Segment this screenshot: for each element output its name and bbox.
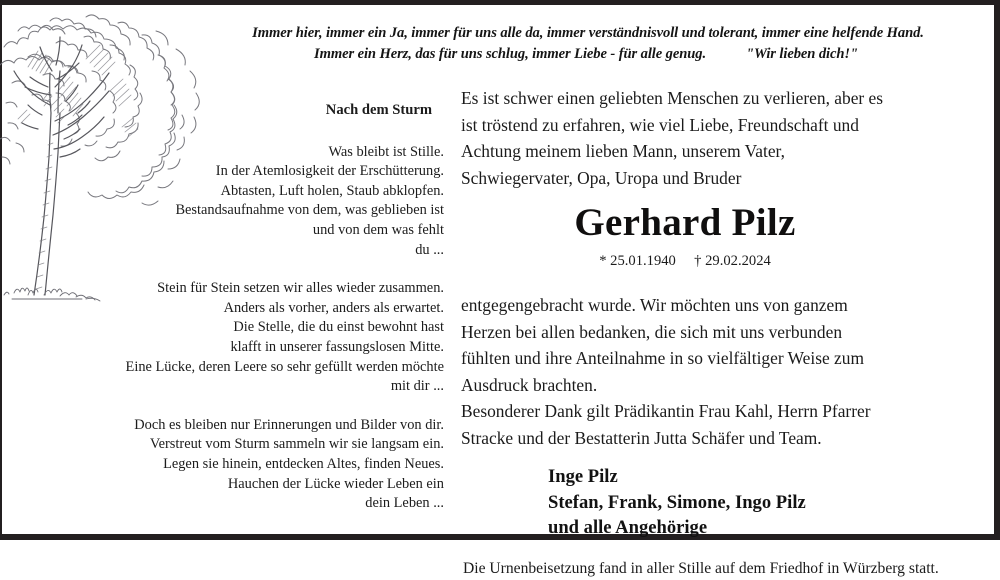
intro-line: ist tröstend zu erfahren, wie viel Liebe, Freundschaft und — [461, 114, 859, 135]
thanks-line: Herzen bei allen bedanken, die sich mit uns verbunden — [461, 321, 843, 342]
intro-line: Es ist schwer einen geliebten Menschen zu verlieren, aber es — [461, 88, 884, 108]
poem-line: Eine Lücke, deren Leere so sehr gefüllt werden möchte — [125, 358, 444, 375]
deceased-dates — [461, 251, 981, 271]
birth-symbol-icon: * — [599, 253, 607, 269]
poem-title: Nach dem Sturm — [325, 102, 432, 118]
survivor-line: und alle Angehörige — [548, 517, 708, 538]
poem-stanza-3 — [62, 416, 444, 514]
thanks-line: entgegengebracht wurde. Wir möchten uns von ganzem — [461, 295, 848, 315]
poem-line: Legen sie hinein, entdecken Altes, finden Neues. — [163, 455, 444, 472]
intro-line: Schwiegervater, Opa, Uropa und Bruder — [461, 167, 742, 188]
death-date: 29.02.2024 — [705, 253, 771, 269]
poem-stanza-2 — [62, 279, 444, 397]
poem-line: Abtasten, Luft holen, Staub abklopfen. — [220, 182, 444, 199]
motto-line-1: Immer hier, immer ein Ja, immer für uns alle da, immer verständnisvoll und tolerant, immer eine helfende Hand. — [252, 25, 924, 41]
motto-line-2-group — [182, 44, 994, 65]
poem-line: du ... — [415, 241, 444, 258]
poem-line: Stein für Stein setzen wir alles wieder zusammen. — [157, 280, 444, 297]
burial-note: Die Urnenbeisetzung fand in aller Stille auf dem Friedhof in Würzberg statt. — [463, 559, 939, 577]
announcement-block — [461, 85, 981, 580]
thanks-line: Besonderer Dank gilt Prädikantin Frau Kahl, Herrn Pfarrer — [461, 401, 871, 421]
deceased-name: Gerhard Pilz — [574, 201, 796, 244]
poem-line: Verstreut vom Sturm sammeln wir sie langsam ein. — [149, 436, 444, 453]
motto-line-2: Immer ein Herz, das für uns schlug, immer Liebe - für alle genug. — [313, 46, 707, 62]
poem-line: Was bleibt ist Stille. — [328, 143, 444, 160]
poem-line: Hauchen der Lücke wieder Leben ein — [227, 475, 444, 492]
poem-line: Bestandsaufnahme von dem, was geblieben ist — [175, 202, 444, 219]
poem-line: klafft in unserer fassungslosen Mitte. — [230, 338, 444, 355]
motto-block — [182, 23, 994, 65]
thanks-line: fühlten und ihre Anteilnahme in so vielfältiger Weise zum — [461, 348, 864, 368]
announcement-intro — [461, 85, 981, 191]
poem-line: In der Atemlosigkeit der Erschütterung. — [215, 163, 444, 180]
poem-stanza-1 — [62, 143, 444, 261]
motto-quote: "Wir lieben dich!" — [746, 46, 858, 62]
poem-line: Doch es bleiben nur Erinnerungen und Bilder von dir. — [134, 416, 444, 433]
announcement-thanks — [461, 292, 981, 451]
trunk-shading — [36, 91, 65, 289]
intro-line: Achtung meinem lieben Mann, unserem Vater, — [461, 141, 786, 161]
poem-block — [62, 101, 444, 533]
poem-line: Die Stelle, die du einst bewohnt hast — [233, 319, 444, 336]
birth-date: 25.01.1940 — [610, 253, 676, 269]
thanks-line: Stracke und der Bestatterin Jutta Schäfer und Team. — [461, 427, 822, 448]
poem-line: mit dir ... — [390, 378, 444, 395]
poem-line: und von dem was fehlt — [312, 221, 444, 238]
cross-symbol-icon: † — [694, 253, 702, 269]
poem-line: Anders als vorher, anders als erwartet. — [223, 299, 444, 316]
poem-line: dein Leben ... — [365, 495, 444, 512]
survivor-line: Stefan, Frank, Simone, Ingo Pilz — [548, 491, 806, 513]
survivor-line: Inge Pilz — [548, 466, 618, 487]
survivors-list — [548, 464, 981, 541]
thanks-line: Ausdruck brachten. — [461, 374, 598, 395]
